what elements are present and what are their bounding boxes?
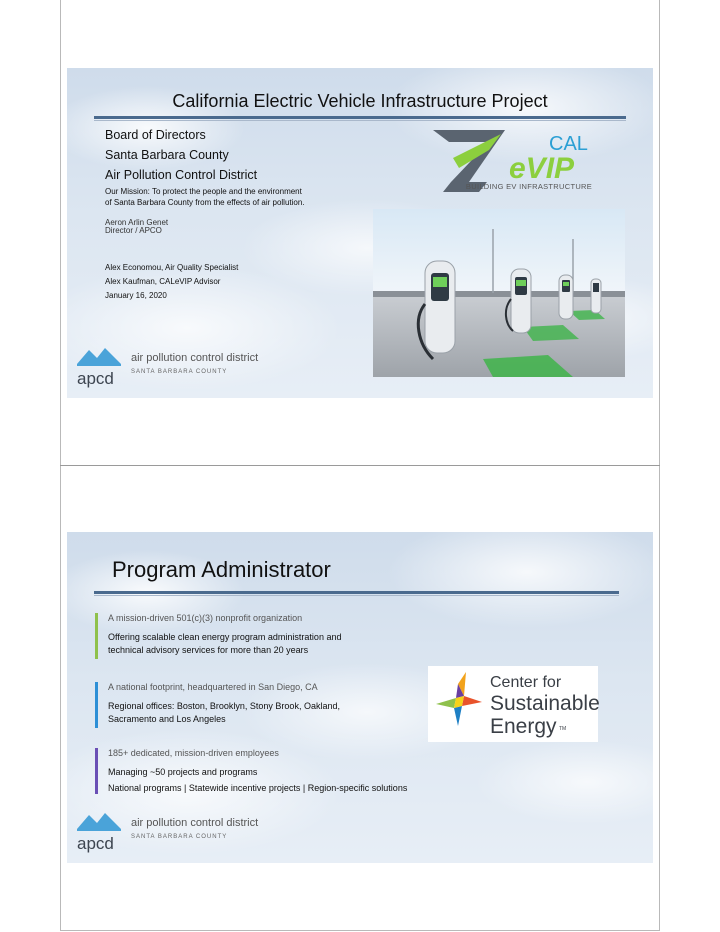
page-divider [60, 465, 660, 466]
block-heading: 185+ dedicated, mission-driven employees [108, 748, 279, 758]
accent-bar [95, 748, 98, 794]
apcd-abbr: apcd [77, 369, 114, 388]
apcd-name: air pollution control district [131, 352, 259, 364]
cse-logo [428, 666, 598, 742]
apcd-mountain-icon [75, 809, 125, 853]
calevip-cal-text: CAL [549, 133, 588, 155]
title-rule-thin [94, 120, 626, 121]
apcd-abbr: apcd [77, 834, 114, 853]
district-line: Air Pollution Control District [105, 168, 258, 182]
cse-trademark: TM [559, 726, 567, 732]
apcd-mountain-icon [75, 344, 125, 388]
calevip-evip-text: eVIP [509, 152, 575, 185]
info-block-employees [95, 748, 455, 794]
cse-line3: Energy [490, 715, 557, 738]
mission-statement [105, 187, 385, 208]
title-rule [94, 591, 619, 594]
apcd-county: SANTA BARBARA COUNTY [131, 834, 228, 840]
accent-bar [95, 682, 98, 728]
date-line: January 16, 2020 [105, 291, 167, 300]
cse-line2: Sustainable [490, 692, 600, 715]
block-line: Regional offices: Boston, Brooklyn, Stony Brook, Oakland, [108, 701, 340, 711]
mission-line: of Santa Barbara County from the effects of air pollution. [105, 197, 305, 207]
info-block-nonprofit [95, 613, 455, 659]
director-title: Director / APCO [105, 226, 162, 235]
title-rule [94, 116, 626, 119]
ev-chargers-photo [373, 209, 625, 377]
calevip-logo [429, 128, 629, 194]
info-block-footprint [95, 682, 455, 728]
block-heading: A national footprint, headquartered in San Diego, CA [108, 682, 318, 692]
slide-title-text: California Electric Vehicle Infrastructure Project [172, 91, 548, 111]
block-line: Offering scalable clean energy program administration and [108, 632, 342, 642]
board-line: Board of Directors [105, 128, 206, 142]
title-rule-thin [94, 595, 619, 596]
apcd-county: SANTA BARBARA COUNTY [131, 369, 228, 375]
calevip-tagline: BUILDING EV INFRASTRUCTURE [465, 182, 593, 191]
director-name: Aeron Arlin Genet [105, 218, 169, 227]
block-line: Sacramento and Los Angeles [108, 714, 226, 724]
staff-line: Alex Kaufman, CALeVIP Advisor [105, 277, 221, 286]
block-line: Managing ~50 projects and programs [108, 767, 258, 777]
block-line: technical advisory services for more than 20 years [108, 645, 309, 655]
ev-charger-icon [373, 209, 625, 377]
slide-title-text: Program Administrator [112, 557, 331, 582]
cse-pinwheel-icon [428, 666, 490, 742]
slide-title [67, 68, 653, 398]
apcd-logo [75, 809, 265, 853]
block-heading: A mission-driven 501(c)(3) nonprofit organization [108, 613, 303, 623]
accent-bar [95, 613, 98, 659]
slide-program-administrator [67, 532, 653, 863]
cse-line1: Center for [490, 674, 562, 691]
apcd-name: air pollution control district [131, 817, 259, 829]
apcd-logo [75, 344, 265, 388]
block-line: National programs | Statewide incentive projects | Region-specific solutions [108, 783, 408, 793]
staff-line: Alex Economou, Air Quality Specialist [105, 263, 239, 272]
county-line: Santa Barbara County [105, 148, 229, 162]
mission-line: Our Mission: To protect the people and the environment [105, 187, 302, 196]
